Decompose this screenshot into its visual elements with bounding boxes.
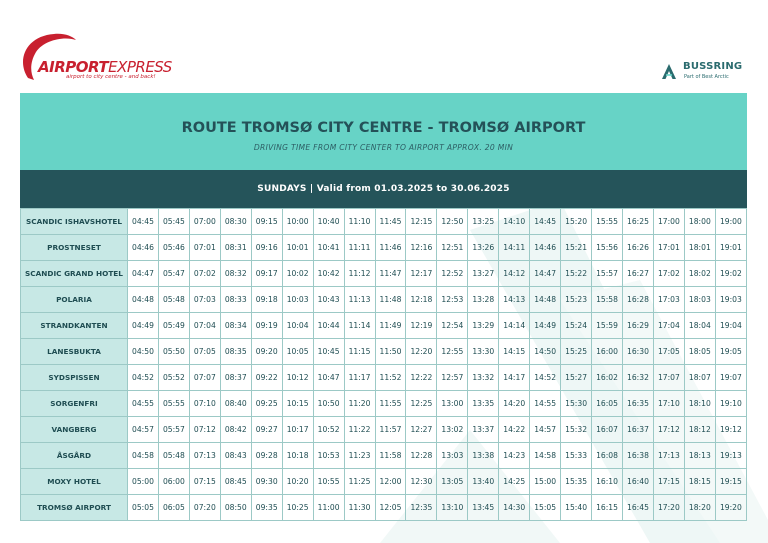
departure-time-cell: 04:46 [128, 235, 159, 261]
departure-time-cell: 12:19 [406, 313, 437, 339]
departure-time-cell: 14:46 [530, 235, 561, 261]
departure-time-cell: 10:41 [313, 235, 344, 261]
departure-time-cell: 09:25 [251, 391, 282, 417]
departure-time-cell: 17:00 [653, 209, 684, 235]
departure-time-cell: 10:15 [282, 391, 313, 417]
departure-time-cell: 14:10 [499, 209, 530, 235]
departure-time-cell: 09:28 [251, 443, 282, 469]
departure-time-cell: 17:15 [653, 469, 684, 495]
departure-time-cell: 17:07 [653, 365, 684, 391]
departure-time-cell: 17:04 [653, 313, 684, 339]
departure-time-cell: 16:27 [623, 261, 654, 287]
departure-time-cell: 19:05 [715, 339, 746, 365]
route-subtitle: DRIVING TIME FROM CITY CENTER TO AIRPORT APPROX. 20 MIN [253, 143, 514, 152]
departure-time-cell: 07:10 [189, 391, 220, 417]
table-row [21, 495, 747, 521]
departure-time-cell: 11:30 [344, 495, 375, 521]
departure-time-cell: 16:00 [592, 339, 623, 365]
departure-time-cell: 13:30 [468, 339, 499, 365]
page-header [0, 0, 768, 92]
departure-time-cell: 09:19 [251, 313, 282, 339]
departure-time-cell: 13:00 [437, 391, 468, 417]
departure-time-cell: 15:20 [561, 209, 592, 235]
departure-time-cell: 14:23 [499, 443, 530, 469]
departure-time-cell: 19:02 [715, 261, 746, 287]
departure-time-cell: 18:13 [684, 443, 715, 469]
departure-time-cell: 11:11 [344, 235, 375, 261]
departure-time-cell: 12:25 [406, 391, 437, 417]
departure-time-cell: 10:42 [313, 261, 344, 287]
departure-time-cell: 07:15 [189, 469, 220, 495]
departure-time-cell: 18:15 [684, 469, 715, 495]
departure-time-cell: 12:55 [437, 339, 468, 365]
departure-time-cell: 19:03 [715, 287, 746, 313]
departure-time-cell: 10:00 [282, 209, 313, 235]
departure-time-cell: 15:58 [592, 287, 623, 313]
departure-time-cell: 05:05 [128, 495, 159, 521]
departure-time-cell: 15:25 [561, 339, 592, 365]
departure-time-cell: 13:37 [468, 417, 499, 443]
departure-time-cell: 16:26 [623, 235, 654, 261]
day-validity-band [20, 170, 747, 208]
departure-time-cell: 05:57 [158, 417, 189, 443]
day-validity-label: SUNDAYS | Valid from 01.03.2025 to 30.06.2025 [257, 184, 510, 194]
departure-time-cell: 17:12 [653, 417, 684, 443]
departure-time-cell: 13:35 [468, 391, 499, 417]
departure-time-cell: 08:32 [220, 261, 251, 287]
departure-time-cell: 15:24 [561, 313, 592, 339]
departure-time-cell: 12:16 [406, 235, 437, 261]
departure-time-cell: 07:13 [189, 443, 220, 469]
departure-time-cell: 16:30 [623, 339, 654, 365]
departure-time-cell: 08:45 [220, 469, 251, 495]
departure-time-cell: 19:12 [715, 417, 746, 443]
departure-time-cell: 08:40 [220, 391, 251, 417]
departure-time-cell: 06:00 [158, 469, 189, 495]
departure-time-cell: 18:20 [684, 495, 715, 521]
departure-time-cell: 13:45 [468, 495, 499, 521]
departure-time-cell: 11:12 [344, 261, 375, 287]
departure-time-cell: 09:20 [251, 339, 282, 365]
stop-name-cell: PROSTNESET [21, 235, 128, 261]
departure-time-cell: 08:42 [220, 417, 251, 443]
departure-time-cell: 11:52 [375, 365, 406, 391]
departure-time-cell: 10:03 [282, 287, 313, 313]
table-row [21, 469, 747, 495]
departure-time-cell: 12:51 [437, 235, 468, 261]
departure-time-cell: 17:01 [653, 235, 684, 261]
departure-time-cell: 14:22 [499, 417, 530, 443]
departure-time-cell: 19:13 [715, 443, 746, 469]
departure-time-cell: 11:14 [344, 313, 375, 339]
departure-time-cell: 11:46 [375, 235, 406, 261]
departure-time-cell: 07:00 [189, 209, 220, 235]
departure-time-cell: 15:30 [561, 391, 592, 417]
departure-time-cell: 11:23 [344, 443, 375, 469]
departure-time-cell: 11:50 [375, 339, 406, 365]
departure-time-cell: 17:03 [653, 287, 684, 313]
bussring-tagline: Part of Best Arctic [684, 74, 729, 80]
departure-time-cell: 19:20 [715, 495, 746, 521]
stop-name-cell: SORGENFRI [21, 391, 128, 417]
departure-time-cell: 11:47 [375, 261, 406, 287]
departure-time-cell: 19:15 [715, 469, 746, 495]
stop-name-cell: MOXY HOTEL [21, 469, 128, 495]
departure-time-cell: 17:05 [653, 339, 684, 365]
departure-time-cell: 05:48 [158, 287, 189, 313]
table-row [21, 235, 747, 261]
departure-time-cell: 10:01 [282, 235, 313, 261]
departure-time-cell: 15:00 [530, 469, 561, 495]
departure-time-cell: 13:38 [468, 443, 499, 469]
departure-time-cell: 10:47 [313, 365, 344, 391]
departure-time-cell: 12:00 [375, 469, 406, 495]
departure-time-cell: 18:04 [684, 313, 715, 339]
departure-time-cell: 19:01 [715, 235, 746, 261]
departure-time-cell: 04:47 [128, 261, 159, 287]
route-banner [20, 93, 747, 170]
departure-time-cell: 07:20 [189, 495, 220, 521]
departure-time-cell: 17:02 [653, 261, 684, 287]
departure-time-cell: 13:26 [468, 235, 499, 261]
departure-time-cell: 05:48 [158, 443, 189, 469]
departure-time-cell: 09:18 [251, 287, 282, 313]
departure-time-cell: 11:48 [375, 287, 406, 313]
departure-time-cell: 14:58 [530, 443, 561, 469]
table-row [21, 313, 747, 339]
departure-time-cell: 16:07 [592, 417, 623, 443]
departure-time-cell: 08:50 [220, 495, 251, 521]
departure-time-cell: 10:12 [282, 365, 313, 391]
bussring-logo [660, 60, 760, 88]
departure-time-cell: 10:44 [313, 313, 344, 339]
departure-time-cell: 11:13 [344, 287, 375, 313]
departure-time-cell: 05:49 [158, 313, 189, 339]
departure-time-cell: 10:55 [313, 469, 344, 495]
departure-time-cell: 13:25 [468, 209, 499, 235]
departure-time-cell: 09:17 [251, 261, 282, 287]
departure-time-cell: 11:20 [344, 391, 375, 417]
departure-time-cell: 14:52 [530, 365, 561, 391]
departure-time-cell: 04:55 [128, 391, 159, 417]
departure-time-cell: 10:18 [282, 443, 313, 469]
departure-time-cell: 18:12 [684, 417, 715, 443]
departure-time-cell: 14:57 [530, 417, 561, 443]
stop-name-cell: ÅSGÅRD [21, 443, 128, 469]
stop-name-cell: POLARIA [21, 287, 128, 313]
departure-time-cell: 16:35 [623, 391, 654, 417]
airport-express-tagline: airport to city centre - and back! [66, 74, 156, 80]
departure-time-cell: 11:58 [375, 443, 406, 469]
departure-time-cell: 07:07 [189, 365, 220, 391]
stop-name-cell: VANGBERG [21, 417, 128, 443]
departure-time-cell: 12:27 [406, 417, 437, 443]
departure-time-cell: 12:35 [406, 495, 437, 521]
table-row [21, 365, 747, 391]
stop-name-cell: SYDSPISSEN [21, 365, 128, 391]
departure-time-cell: 15:22 [561, 261, 592, 287]
departure-time-cell: 14:17 [499, 365, 530, 391]
departure-time-cell: 15:56 [592, 235, 623, 261]
departure-time-cell: 16:38 [623, 443, 654, 469]
departure-time-cell: 16:10 [592, 469, 623, 495]
departure-time-cell: 18:10 [684, 391, 715, 417]
departure-time-cell: 10:17 [282, 417, 313, 443]
departure-time-cell: 05:47 [158, 261, 189, 287]
departure-time-cell: 07:03 [189, 287, 220, 313]
airport-express-wordmark: AIRPORTEXPRESS [38, 58, 172, 76]
table-row [21, 443, 747, 469]
departure-time-cell: 15:59 [592, 313, 623, 339]
departure-time-cell: 18:03 [684, 287, 715, 313]
departure-time-cell: 18:02 [684, 261, 715, 287]
departure-time-cell: 11:55 [375, 391, 406, 417]
departure-time-cell: 11:45 [375, 209, 406, 235]
departure-time-cell: 09:16 [251, 235, 282, 261]
departure-time-cell: 07:01 [189, 235, 220, 261]
departure-time-cell: 13:32 [468, 365, 499, 391]
departure-time-cell: 15:21 [561, 235, 592, 261]
departure-time-cell: 05:46 [158, 235, 189, 261]
departure-time-cell: 16:25 [623, 209, 654, 235]
departure-time-cell: 12:20 [406, 339, 437, 365]
departure-time-cell: 07:12 [189, 417, 220, 443]
departure-time-cell: 16:45 [623, 495, 654, 521]
departure-time-cell: 19:04 [715, 313, 746, 339]
departure-time-cell: 16:32 [623, 365, 654, 391]
departure-time-cell: 19:10 [715, 391, 746, 417]
departure-time-cell: 11:25 [344, 469, 375, 495]
departure-time-cell: 12:17 [406, 261, 437, 287]
departure-time-cell: 15:27 [561, 365, 592, 391]
table-row [21, 261, 747, 287]
departure-time-cell: 13:05 [437, 469, 468, 495]
departure-time-cell: 15:40 [561, 495, 592, 521]
departure-time-cell: 13:40 [468, 469, 499, 495]
departure-time-cell: 08:34 [220, 313, 251, 339]
departure-time-cell: 08:31 [220, 235, 251, 261]
stop-name-cell: TROMSØ AIRPORT [21, 495, 128, 521]
departure-time-cell: 09:27 [251, 417, 282, 443]
departure-time-cell: 05:00 [128, 469, 159, 495]
airport-express-logo [18, 30, 172, 86]
departure-time-cell: 10:40 [313, 209, 344, 235]
departure-time-cell: 09:15 [251, 209, 282, 235]
departure-time-cell: 15:05 [530, 495, 561, 521]
departure-time-cell: 18:07 [684, 365, 715, 391]
departure-time-cell: 10:05 [282, 339, 313, 365]
departure-time-cell: 13:10 [437, 495, 468, 521]
departure-time-cell: 15:55 [592, 209, 623, 235]
departure-time-cell: 08:33 [220, 287, 251, 313]
route-title: ROUTE TROMSØ CITY CENTRE - TROMSØ AIRPORT [181, 120, 586, 136]
departure-time-cell: 14:50 [530, 339, 561, 365]
departure-time-cell: 15:33 [561, 443, 592, 469]
departure-time-cell: 09:22 [251, 365, 282, 391]
departure-time-cell: 10:52 [313, 417, 344, 443]
departure-time-cell: 12:57 [437, 365, 468, 391]
departure-time-cell: 14:47 [530, 261, 561, 287]
table-row [21, 209, 747, 235]
departure-time-cell: 11:10 [344, 209, 375, 235]
departure-time-cell: 14:12 [499, 261, 530, 287]
departure-time-cell: 12:30 [406, 469, 437, 495]
departure-time-cell: 16:28 [623, 287, 654, 313]
departure-time-cell: 04:50 [128, 339, 159, 365]
departure-time-cell: 14:15 [499, 339, 530, 365]
departure-time-cell: 17:13 [653, 443, 684, 469]
stop-name-cell: SCANDIC ISHAVSHOTEL [21, 209, 128, 235]
departure-time-cell: 04:58 [128, 443, 159, 469]
departure-time-cell: 08:43 [220, 443, 251, 469]
departure-time-cell: 10:53 [313, 443, 344, 469]
stop-name-cell: STRANDKANTEN [21, 313, 128, 339]
bussring-wordmark: BUSSRING [683, 61, 743, 72]
departure-time-cell: 13:02 [437, 417, 468, 443]
departure-time-cell: 11:57 [375, 417, 406, 443]
departure-time-cell: 15:23 [561, 287, 592, 313]
departure-time-cell: 12:05 [375, 495, 406, 521]
departure-time-cell: 07:05 [189, 339, 220, 365]
departure-time-cell: 13:29 [468, 313, 499, 339]
departure-time-cell: 10:02 [282, 261, 313, 287]
departure-time-cell: 14:14 [499, 313, 530, 339]
departure-time-cell: 16:15 [592, 495, 623, 521]
departure-time-cell: 10:04 [282, 313, 313, 339]
departure-time-cell: 15:32 [561, 417, 592, 443]
departure-time-cell: 12:15 [406, 209, 437, 235]
departure-time-cell: 04:52 [128, 365, 159, 391]
bussring-a-icon [660, 62, 678, 80]
departure-time-cell: 05:55 [158, 391, 189, 417]
departure-time-cell: 17:10 [653, 391, 684, 417]
departure-time-cell: 05:45 [158, 209, 189, 235]
departure-time-cell: 14:13 [499, 287, 530, 313]
departure-time-cell: 08:37 [220, 365, 251, 391]
departure-time-cell: 09:35 [251, 495, 282, 521]
departure-time-cell: 16:05 [592, 391, 623, 417]
departure-time-cell: 11:22 [344, 417, 375, 443]
departure-time-cell: 14:49 [530, 313, 561, 339]
departure-time-cell: 14:55 [530, 391, 561, 417]
departure-time-cell: 16:37 [623, 417, 654, 443]
departure-time-cell: 04:49 [128, 313, 159, 339]
departure-time-cell: 14:25 [499, 469, 530, 495]
departure-time-cell: 14:48 [530, 287, 561, 313]
departure-time-cell: 08:30 [220, 209, 251, 235]
departure-time-cell: 12:18 [406, 287, 437, 313]
departure-time-cell: 11:49 [375, 313, 406, 339]
departure-time-cell: 12:53 [437, 287, 468, 313]
departure-time-cell: 10:43 [313, 287, 344, 313]
departure-time-cell: 16:40 [623, 469, 654, 495]
departure-time-cell: 13:03 [437, 443, 468, 469]
departure-time-cell: 08:35 [220, 339, 251, 365]
timetable-grid [20, 208, 747, 521]
departure-time-cell: 10:20 [282, 469, 313, 495]
departure-time-cell: 04:48 [128, 287, 159, 313]
departure-time-cell: 07:02 [189, 261, 220, 287]
stop-name-cell: LANESBUKTA [21, 339, 128, 365]
departure-time-cell: 11:15 [344, 339, 375, 365]
departure-time-cell: 05:52 [158, 365, 189, 391]
stop-name-cell: SCANDIC GRAND HOTEL [21, 261, 128, 287]
departure-time-cell: 19:07 [715, 365, 746, 391]
departure-time-cell: 10:45 [313, 339, 344, 365]
departure-time-cell: 15:57 [592, 261, 623, 287]
departure-time-cell: 04:57 [128, 417, 159, 443]
departure-time-cell: 18:01 [684, 235, 715, 261]
departure-time-cell: 05:50 [158, 339, 189, 365]
table-row [21, 287, 747, 313]
departure-time-cell: 12:50 [437, 209, 468, 235]
departure-time-cell: 14:30 [499, 495, 530, 521]
departure-time-cell: 12:52 [437, 261, 468, 287]
departure-time-cell: 17:20 [653, 495, 684, 521]
table-row [21, 391, 747, 417]
departure-time-cell: 14:11 [499, 235, 530, 261]
departure-time-cell: 11:00 [313, 495, 344, 521]
table-row [21, 417, 747, 443]
departure-time-cell: 18:00 [684, 209, 715, 235]
departure-time-cell: 06:05 [158, 495, 189, 521]
departure-time-cell: 18:05 [684, 339, 715, 365]
departure-time-cell: 13:28 [468, 287, 499, 313]
departure-time-cell: 07:04 [189, 313, 220, 339]
departure-time-cell: 12:22 [406, 365, 437, 391]
departure-time-cell: 12:54 [437, 313, 468, 339]
departure-time-cell: 16:08 [592, 443, 623, 469]
departure-time-cell: 19:00 [715, 209, 746, 235]
departure-time-cell: 10:50 [313, 391, 344, 417]
departure-time-cell: 10:25 [282, 495, 313, 521]
departure-time-cell: 13:27 [468, 261, 499, 287]
departure-time-cell: 14:20 [499, 391, 530, 417]
departure-time-cell: 11:17 [344, 365, 375, 391]
departure-time-cell: 14:45 [530, 209, 561, 235]
departure-time-cell: 15:35 [561, 469, 592, 495]
departure-time-cell: 04:45 [128, 209, 159, 235]
table-row [21, 339, 747, 365]
departure-time-cell: 12:28 [406, 443, 437, 469]
departure-time-cell: 16:29 [623, 313, 654, 339]
departure-time-cell: 16:02 [592, 365, 623, 391]
departure-time-cell: 09:30 [251, 469, 282, 495]
